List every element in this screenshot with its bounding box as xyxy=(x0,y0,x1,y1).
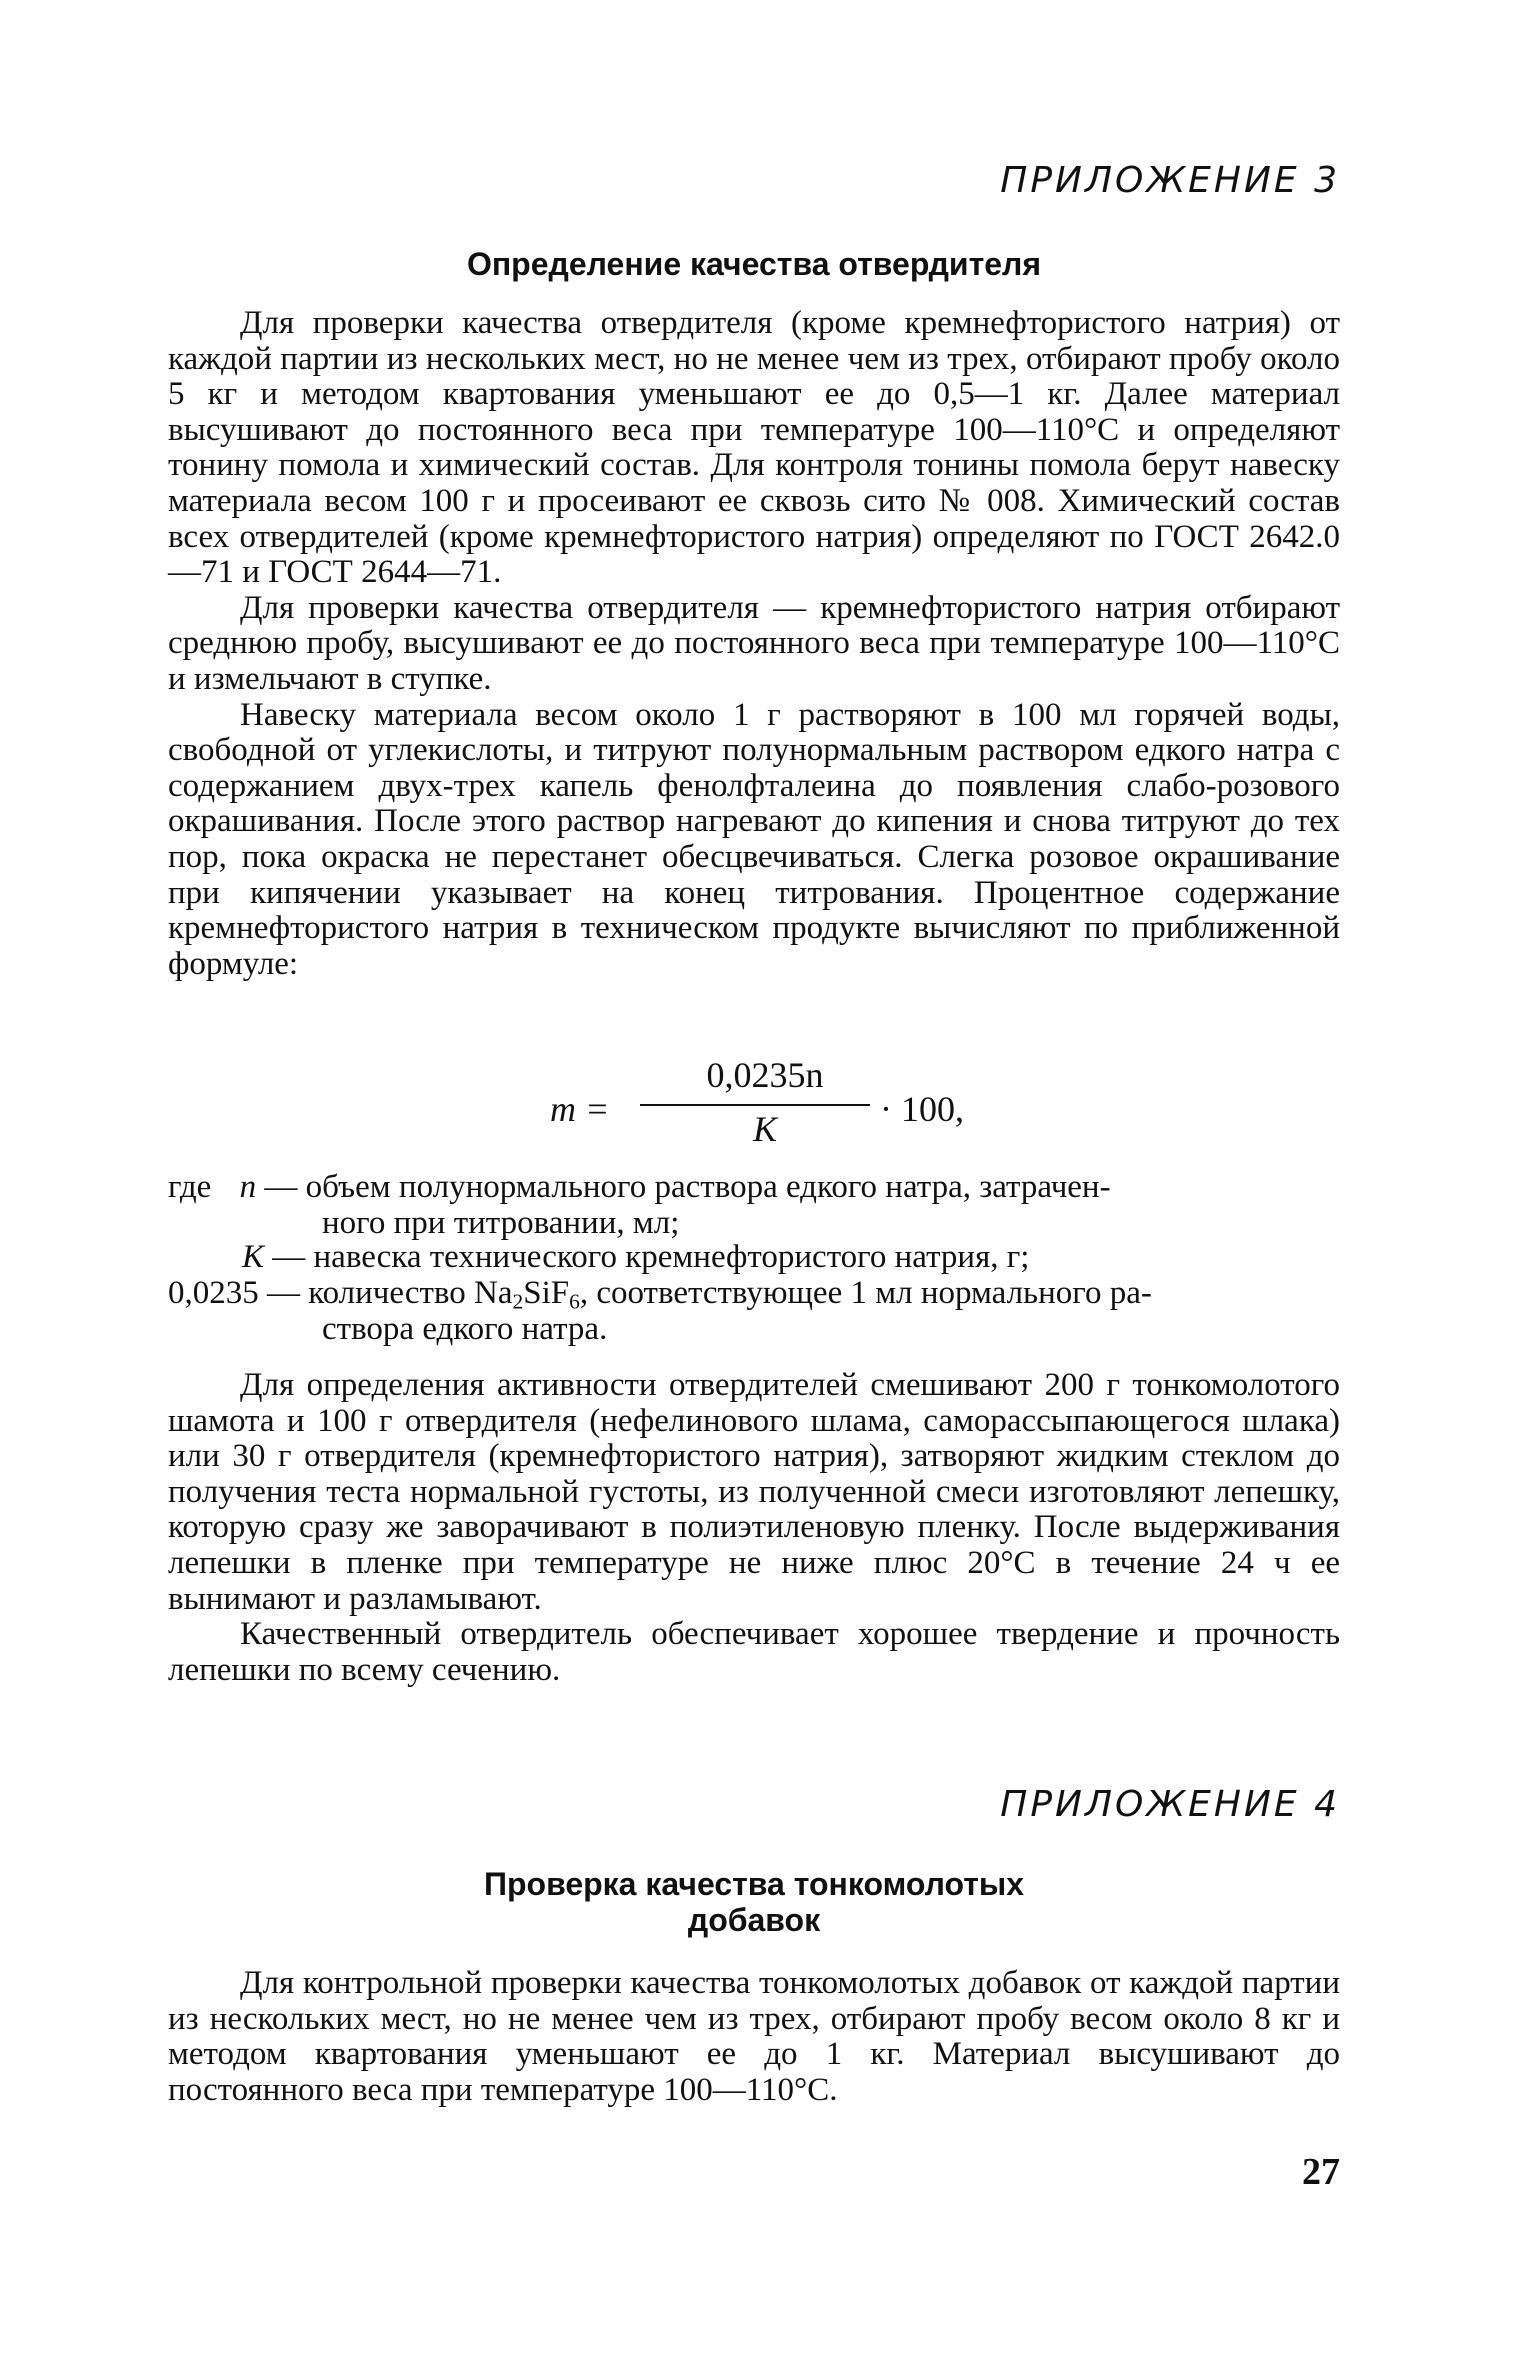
n-symbol: n xyxy=(239,1169,257,1205)
formula-numerator: 0,0235n xyxy=(706,1055,824,1095)
k-symbol: K xyxy=(242,1239,265,1275)
paragraph: Для определения активности отвердителей смешивают 200 г тонкомолотого шамота и 100 г отвердителя (нефелинового шлама, саморассыпающегося шлака) или 30 г отвердителя (кремнефтористого натрия), затворяют жидким стеклом до получения теста нормальной густоты, из полученной смеси изготовляют лепешку, которую сразу же заворачивают в полиэтиленовую пленку. После выдерживания лепешки в пленке при температуре не ниже плюс 20°С в течение 24 ч ее вынимают и разламывают. xyxy=(168,1367,1340,1617)
appendix-4-heading: ПРИЛОЖЕНИЕ 4 xyxy=(1000,1784,1340,1825)
fraction-bar xyxy=(640,1104,870,1106)
appendix-4-body xyxy=(168,1966,1340,2108)
appendix-3-title: Определение качества отвердителя xyxy=(466,246,1042,282)
appendix-4-title-line-1: Проверка качества тонкомолотых xyxy=(483,1866,1025,1902)
definition-constant-line xyxy=(168,1276,1152,1312)
paragraph: Для контрольной проверки качества тонкомолотых добавок от каждой партии из нескольких мест, но не менее чем из трех, отбирают пробу весом около 8 кг и методом квартования уменьшают ее до 1 кг. Материал высушивают до постоянного веса при температуре 100—110°С. xyxy=(168,1965,1340,2108)
appendix-3-body-after xyxy=(168,1368,1340,1688)
appendix-4-title-line-2: добавок xyxy=(687,1902,821,1938)
formula-denominator: K xyxy=(752,1109,777,1149)
k-definition: — навеска технического кремнефтористого натрия, г; xyxy=(272,1239,1030,1275)
formula-lhs: m = xyxy=(550,1089,610,1129)
subscript: 2 xyxy=(512,1289,524,1314)
constant-definition-rest: , соответствующее 1 мл нормального ра- xyxy=(579,1275,1152,1311)
formula-part: SiF xyxy=(523,1275,570,1311)
where-word: где xyxy=(168,1169,212,1205)
page-number: 27 xyxy=(1302,2151,1340,2193)
constant-symbol: 0,0235 xyxy=(168,1275,259,1311)
appendix-3-body xyxy=(168,306,1340,982)
paragraph: Для проверки качества отвердителя — кремнефтористого натрия отбирают среднюю пробу, высушивают ее до постоянного веса при температуре 100—110°С и измельчают в ступке. xyxy=(168,589,1340,697)
definition-n-line xyxy=(168,1170,1111,1206)
constant-definition: — количество Na xyxy=(267,1275,513,1311)
n-definition: — объем полунормального раствора едкого натра, затрачен- xyxy=(264,1169,1111,1205)
formula xyxy=(550,1054,970,1154)
definition-n-line-2: ного при титровании, мл; xyxy=(322,1205,680,1241)
paragraph: Качественный отвердитель обеспечивает хорошее твердение и прочность лепешки по всему сечению. xyxy=(168,1616,1340,1688)
paragraph: Для проверки качества отвердителя (кроме кремнефтористого натрия) от каждой партии из нескольких мест, но не менее чем из трех, отбирают пробу около 5 кг и методом квартования уменьшают ее до 0,5—1 кг. Далее материал высушивают до постоянного веса при температуре 100—110°С и определяют тонину помола и химический состав. Для контроля тонины помола берут навеску материала весом 100 г и просеивают ее сквозь сито № 008. Химический состав всех отвердителей (кроме кремнефтористого натрия) определяют по ГОСТ 2642.0—71 и ГОСТ 2644—71. xyxy=(168,305,1340,591)
formula-rhs: · 100, xyxy=(880,1089,964,1129)
definition-k-line xyxy=(242,1240,1029,1276)
appendix-3-heading: ПРИЛОЖЕНИЕ 3 xyxy=(1000,160,1340,201)
subscript: 6 xyxy=(569,1289,580,1314)
paragraph: Навеску материала весом около 1 г растворяют в 100 мл горячей воды, свободной от углекислоты, и титруют полунормальным раствором едкого натра с содержанием двух-трех капель фенолфталеина до появления слабо-розового окрашивания. После этого раствор нагревают до кипения и снова титруют до тех пор, пока окраска не перестанет обесцвечиваться. Слегка розовое окрашивание при кипячении указывает на конец титрования. Процентное содержание кремнефтористого натрия в техническом продукте вычисляют по приближенной формуле: xyxy=(168,696,1340,982)
definition-constant-line-2: створа едкого натра. xyxy=(322,1311,608,1347)
